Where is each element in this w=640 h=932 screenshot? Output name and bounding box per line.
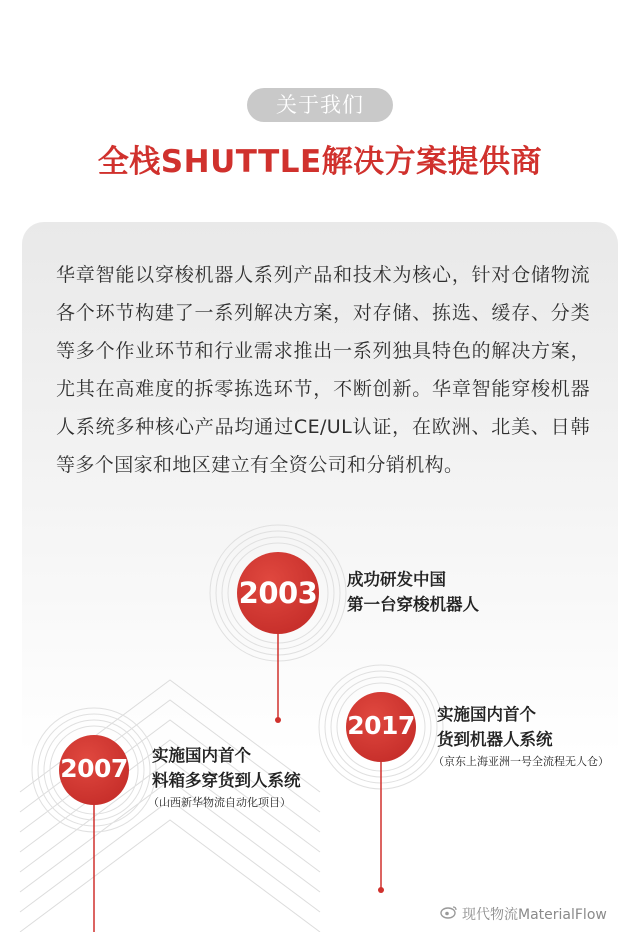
milestone-2007-line2: 料箱多穿货到人系统	[152, 771, 301, 790]
page-title: 全栈SHUTTLE解决方案提供商	[97, 144, 543, 180]
milestone-2017-line1: 实施国内首个	[437, 705, 536, 724]
year-2007-label: 2007	[60, 754, 128, 783]
milestone-2007-line1: 实施国内首个	[152, 746, 251, 765]
milestone-2017-line2: 货到机器人系统	[437, 730, 553, 749]
year-2003-label: 2003	[238, 576, 318, 610]
milestone-2007-note: （山西新华物流自动化项目）	[148, 796, 291, 809]
milestone-2003-line1: 成功研发中国	[347, 570, 446, 589]
milestone-2003-line2: 第一台穿梭机器人	[347, 595, 479, 614]
weibo-icon	[440, 905, 458, 919]
milestone-2017-note: （京东上海亚洲一号全流程无人仓）	[433, 755, 609, 768]
watermark-text: 现代物流MaterialFlow	[462, 907, 607, 923]
year-2017-label: 2017	[347, 711, 415, 740]
about-us-badge: 关于我们	[247, 88, 393, 122]
intro-paragraph: 华章智能以穿梭机器人系列产品和技术为核心，针对仓储物流各个环节构建了一系列解决方案，对存储、拣选、缓存、分类等多个作业环节和行业需求推出一系列独具特色的解决方案，尤其在高难度的拆零拣选环节，不断创新。华章智能穿梭机器人系统多种核心产品均通过CE/UL认证，在欧洲、北美、日韩等多个国家和地区建立有全资公司和分销机构。	[56, 264, 590, 476]
